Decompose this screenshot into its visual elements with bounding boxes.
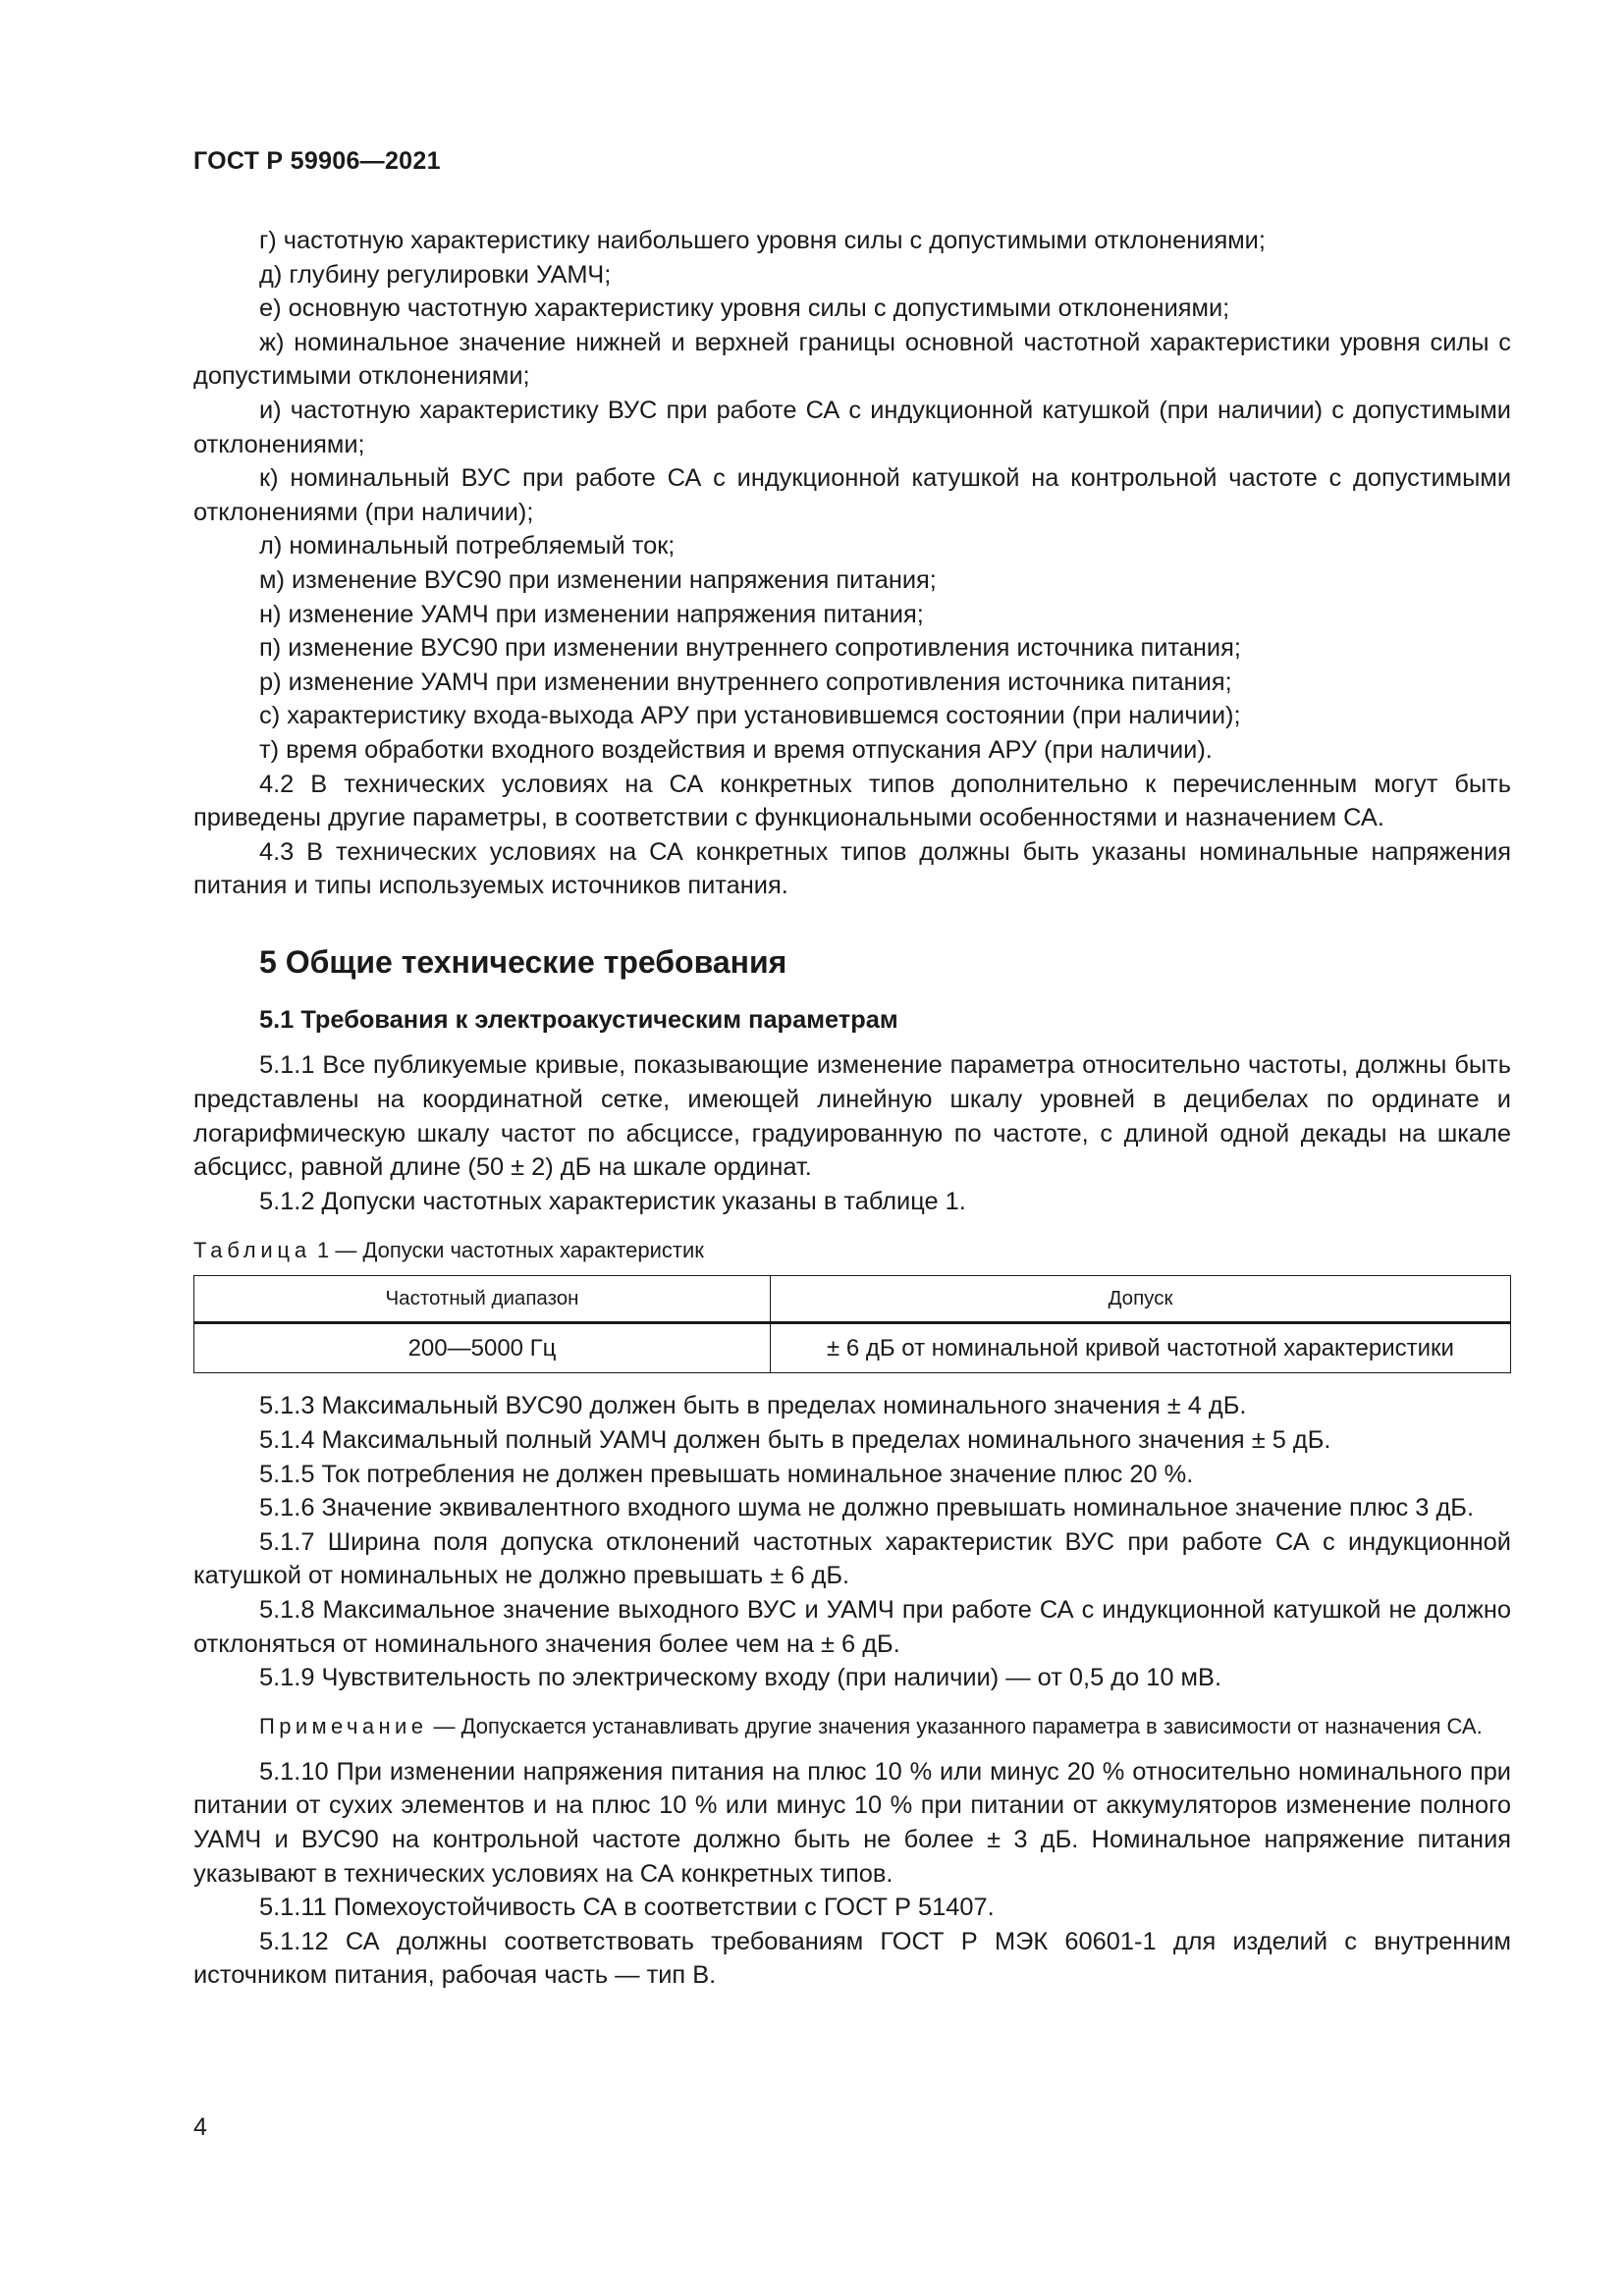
subsection-title: 5.1 Требования к электроакустическим параметрам [259,1005,898,1034]
list-item: р) изменение УАМЧ при изменении внутреннего сопротивления источника питания; [259,667,1232,696]
clause-5-1-5: 5.1.5 Ток потребления не должен превышать номинальное значение плюс 20 %. [259,1460,1194,1488]
list-item: ж) номинальное значение нижней и верхней границы основной частотной характеристики уровня силы с допустимыми отклонениями; [193,328,1511,391]
note-label: Примечание [259,1713,428,1738]
list-item: и) частотную характеристику ВУС при работе СА с индукционной катушкой (при наличии) с допустимыми отклонениями; [193,396,1511,458]
section-title: 5 Общие технические требования [259,943,787,980]
list-item: л) номинальный потребляемый ток; [259,532,676,561]
list-item: е) основную частотную характеристику уровня силы с допустимыми отклонениями; [259,294,1230,323]
clause-5-1-4: 5.1.4 Максимальный полный УАМЧ должен быть в пределах номинального значения ± 5 дБ. [259,1426,1331,1455]
table-header-cell: Частотный диапазон [194,1276,771,1323]
list-item: п) изменение ВУС90 при изменении внутреннего сопротивления источника питания; [259,634,1241,663]
clause-5-1-3: 5.1.3 Максимальный ВУС90 должен быть в пределах номинального значения ± 4 дБ. [259,1392,1247,1420]
note [193,1711,1511,1741]
table-row [194,1323,1511,1373]
clause-5-1-1: 5.1.1 Все публикуемые кривые, показывающие изменение параметра относительно частоты, должны быть представлены на координатной сетке, имеющей линейную шкалу уровней в децибелах по ординате и логарифмическую шкалу частот по абсциссе, градуированную по частоте, с длиной одной декады на шкале абсцисс, равной длине (50 ± 2) дБ на шкале ординат. [193,1051,1511,1182]
list-item: д) глубину регулировки УАМЧ; [259,260,612,289]
table-header-row [194,1276,1511,1323]
clause-5-1-11: 5.1.11 Помехоустойчивость СА в соответствии с ГОСТ Р 51407. [259,1894,995,1922]
table-header-cell: Допуск [771,1276,1511,1323]
clause-5-1-9: 5.1.9 Чувствительность по электрическому входу (при наличии) — от 0,5 до 10 мВ. [259,1664,1222,1692]
clause-5-1-10: 5.1.10 При изменении напряжения питания на плюс 10 % или минус 20 % относительно номинального при питании от сухих элементов и на плюс 10 % или минус 10 % при питании от аккумуляторов изменение полного УАМЧ и ВУС90 на контрольной частоте должно быть не более ± 3 дБ. Номинальное напряжение питания указывают в технических условиях на СА конкретных типов. [193,1757,1511,1888]
table-caption [193,1236,1511,1265]
requirements-list [193,224,1511,768]
document-header: ГОСТ Р 59906—2021 [193,147,441,175]
clause-5-1-6: 5.1.6 Значение эквивалентного входного шума не должно превышать номинальное значение плюс 3 дБ. [259,1494,1475,1522]
list-item: т) время обработки входного воздействия и время отпускания АРУ (при наличии). [259,735,1213,764]
note-text: — Допускается устанавливать другие значения указанного параметра в зависимости от назначения СА. [427,1713,1483,1738]
table-cell: ± 6 дБ от номинальной кривой частотной характеристики [771,1323,1511,1373]
clause-5-1-7: 5.1.7 Ширина поля допуска отклонений частотных характеристик ВУС при работе СА с индукционной катушкой от номинальных не должно превышать ± 6 дБ. [193,1527,1511,1590]
clause-5-1-2: 5.1.2 Допуски частотных характеристик указаны в таблице 1. [259,1187,966,1215]
page-number: 4 [193,2113,207,2141]
clause-5-1-8: 5.1.8 Максимальное значение выходного ВУС и УАМЧ при работе СА с индукционной катушкой не должно отклоняться от номинального значения более чем на ± 6 дБ. [193,1596,1511,1658]
tolerance-table [193,1275,1511,1373]
list-item: к) номинальный ВУС при работе СА с индукционной катушкой на контрольной частоте с допустимыми отклонениями (при наличии); [193,464,1511,526]
table-cell: 200—5000 Гц [194,1323,771,1373]
table-caption-text: 1 — Допуски частотных характеристик [310,1238,704,1263]
document-body [193,224,1511,1993]
clause-5-1-12: 5.1.12 СА должны соответствовать требованиям ГОСТ Р МЭК 60601-1 для изделий с внутренним источником питания, рабочая часть — тип В. [193,1927,1511,1990]
list-item: г) частотную характеристику наибольшего уровня силы с допустимыми отклонениями; [259,227,1266,254]
list-item: н) изменение УАМЧ при изменении напряжения питания; [259,600,924,628]
list-item: м) изменение ВУС90 при изменении напряжения питания; [259,565,937,594]
clause-4-2: 4.2 В технических условиях на СА конкретных типов дополнительно к перечисленным могут быть приведены другие параметры, в соответствии с функциональными особенностями и назначением СА. [193,770,1511,832]
table-caption-label: Таблица [193,1238,311,1263]
list-item: с) характеристику входа-выхода АРУ при установившемся состоянии (при наличии); [259,702,1241,730]
clause-4-3: 4.3 В технических условиях на СА конкретных типов должны быть указаны номинальные напряжения питания и типы используемых источников питания. [193,837,1511,900]
